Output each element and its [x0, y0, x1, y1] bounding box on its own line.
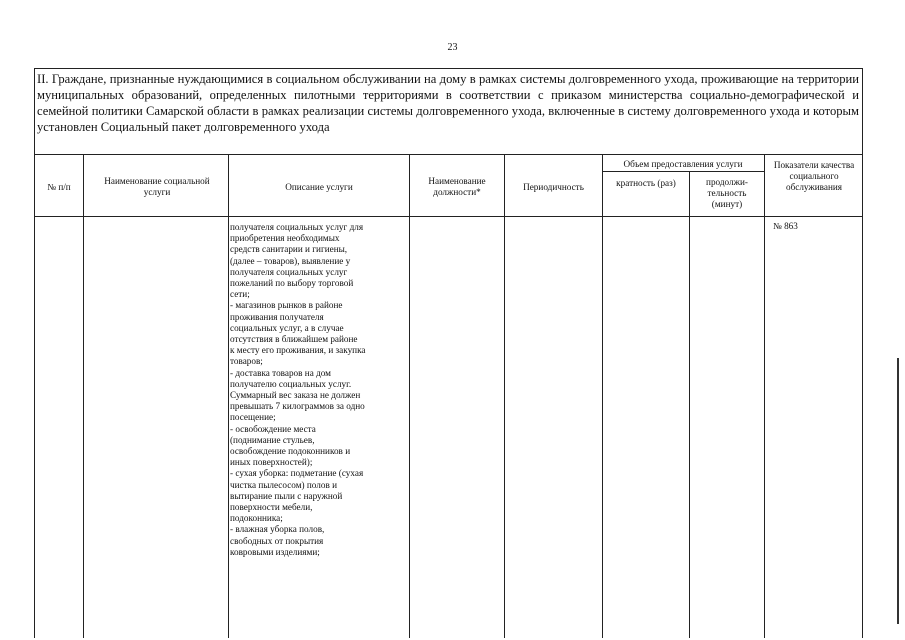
col-rule-3 — [409, 154, 410, 638]
service-table — [34, 68, 863, 638]
col-rule-0 — [34, 154, 35, 638]
description-line: проживания получателя — [230, 311, 324, 322]
header-quality: Показатели качества социального обслуживания — [773, 160, 855, 192]
description-line: получателю социальных услуг. — [230, 378, 352, 389]
description-line: - магазинов рынков в районе — [230, 300, 343, 311]
col-rule-7 — [764, 154, 765, 638]
header-top-rule — [34, 154, 863, 155]
description-line: чистка пылесосом) полов и — [230, 479, 337, 490]
header-volume: Объем предоставления услуги — [623, 159, 743, 169]
description-line: - сухая уборка: подметание (сухая — [230, 468, 364, 479]
section-heading — [34, 68, 863, 154]
description-line: (поднимание стульев, — [230, 434, 315, 445]
header-service-name: Наименование социальной услуги — [104, 176, 210, 197]
description-line: к месту его проживания, и закупка — [230, 345, 366, 356]
header-periodicity: Периодичность — [523, 182, 584, 192]
header-duration: продолжи-тельность (минут) — [706, 177, 748, 209]
col-rule-4 — [504, 154, 505, 638]
col-rule-6 — [689, 171, 690, 638]
description-line: приобретения необходимых — [230, 233, 340, 244]
description-line: средств санитарии и гигиены, — [230, 244, 348, 255]
col-rule-5 — [602, 154, 603, 638]
scan-edge-mark — [897, 358, 899, 624]
volume-subheader-rule — [602, 171, 764, 172]
header-description: Описание услуги — [285, 182, 353, 192]
service-description — [230, 222, 408, 558]
header-multiplicity: кратность (раз) — [616, 178, 676, 188]
description-line: иных поверхностей); — [230, 457, 313, 468]
description-line: подоконника; — [230, 513, 283, 524]
description-line: посещение; — [230, 412, 276, 423]
description-line: - доставка товаров на дом — [230, 367, 331, 378]
description-line: (далее – товаров), выявление у — [230, 255, 351, 266]
section-heading-text: II. Граждане, признанные нуждающимися в социальном обслуживании на дому в рамках системы долговременного ухода, проживающие на территории муниципальных образований, определенных пилотными территориями в соответствии с приказом министерства социально-демографической и семейной политики Самарской области в рамках реализации системы долговременного ухода, включенные в систему долговременного ухода и которым установлен Социальный пакет долговременного ухода — [37, 72, 859, 134]
description-line: отсутствия в ближайшем районе — [230, 334, 358, 345]
description-line: Суммарный вес заказа не должен — [230, 390, 361, 401]
description-line: поверхности мебели, — [230, 502, 313, 513]
col-rule-8 — [862, 154, 863, 638]
description-line: товаров; — [230, 356, 263, 367]
description-line: получателя социальных услуг для — [230, 222, 364, 232]
header-position: Наименование должности* — [428, 176, 486, 197]
description-line: - освобождение места — [230, 423, 316, 434]
header-num: № п/п — [47, 182, 71, 192]
description-line: получателя социальных услуг — [230, 266, 348, 277]
description-line: социальных услуг, а в случае — [230, 322, 344, 333]
col-rule-1 — [83, 154, 84, 638]
quality-indicator-ref: № 863 — [773, 221, 798, 231]
description-line: вытирание пыли с наружной — [230, 490, 343, 501]
description-line: пожеланий по выбору торговой — [230, 278, 354, 289]
description-line: освобождение подоконников и — [230, 446, 351, 457]
header-bottom-rule — [34, 216, 863, 217]
description-line: ковровыми изделиями; — [230, 546, 320, 557]
page-number: 23 — [447, 42, 458, 53]
description-line: свободных от покрытия — [230, 535, 324, 546]
description-line: сети; — [230, 289, 250, 300]
col-rule-2 — [228, 154, 229, 638]
description-line: - влажная уборка полов, — [230, 524, 325, 535]
description-line: превышать 7 килограммов за одно — [230, 401, 365, 412]
